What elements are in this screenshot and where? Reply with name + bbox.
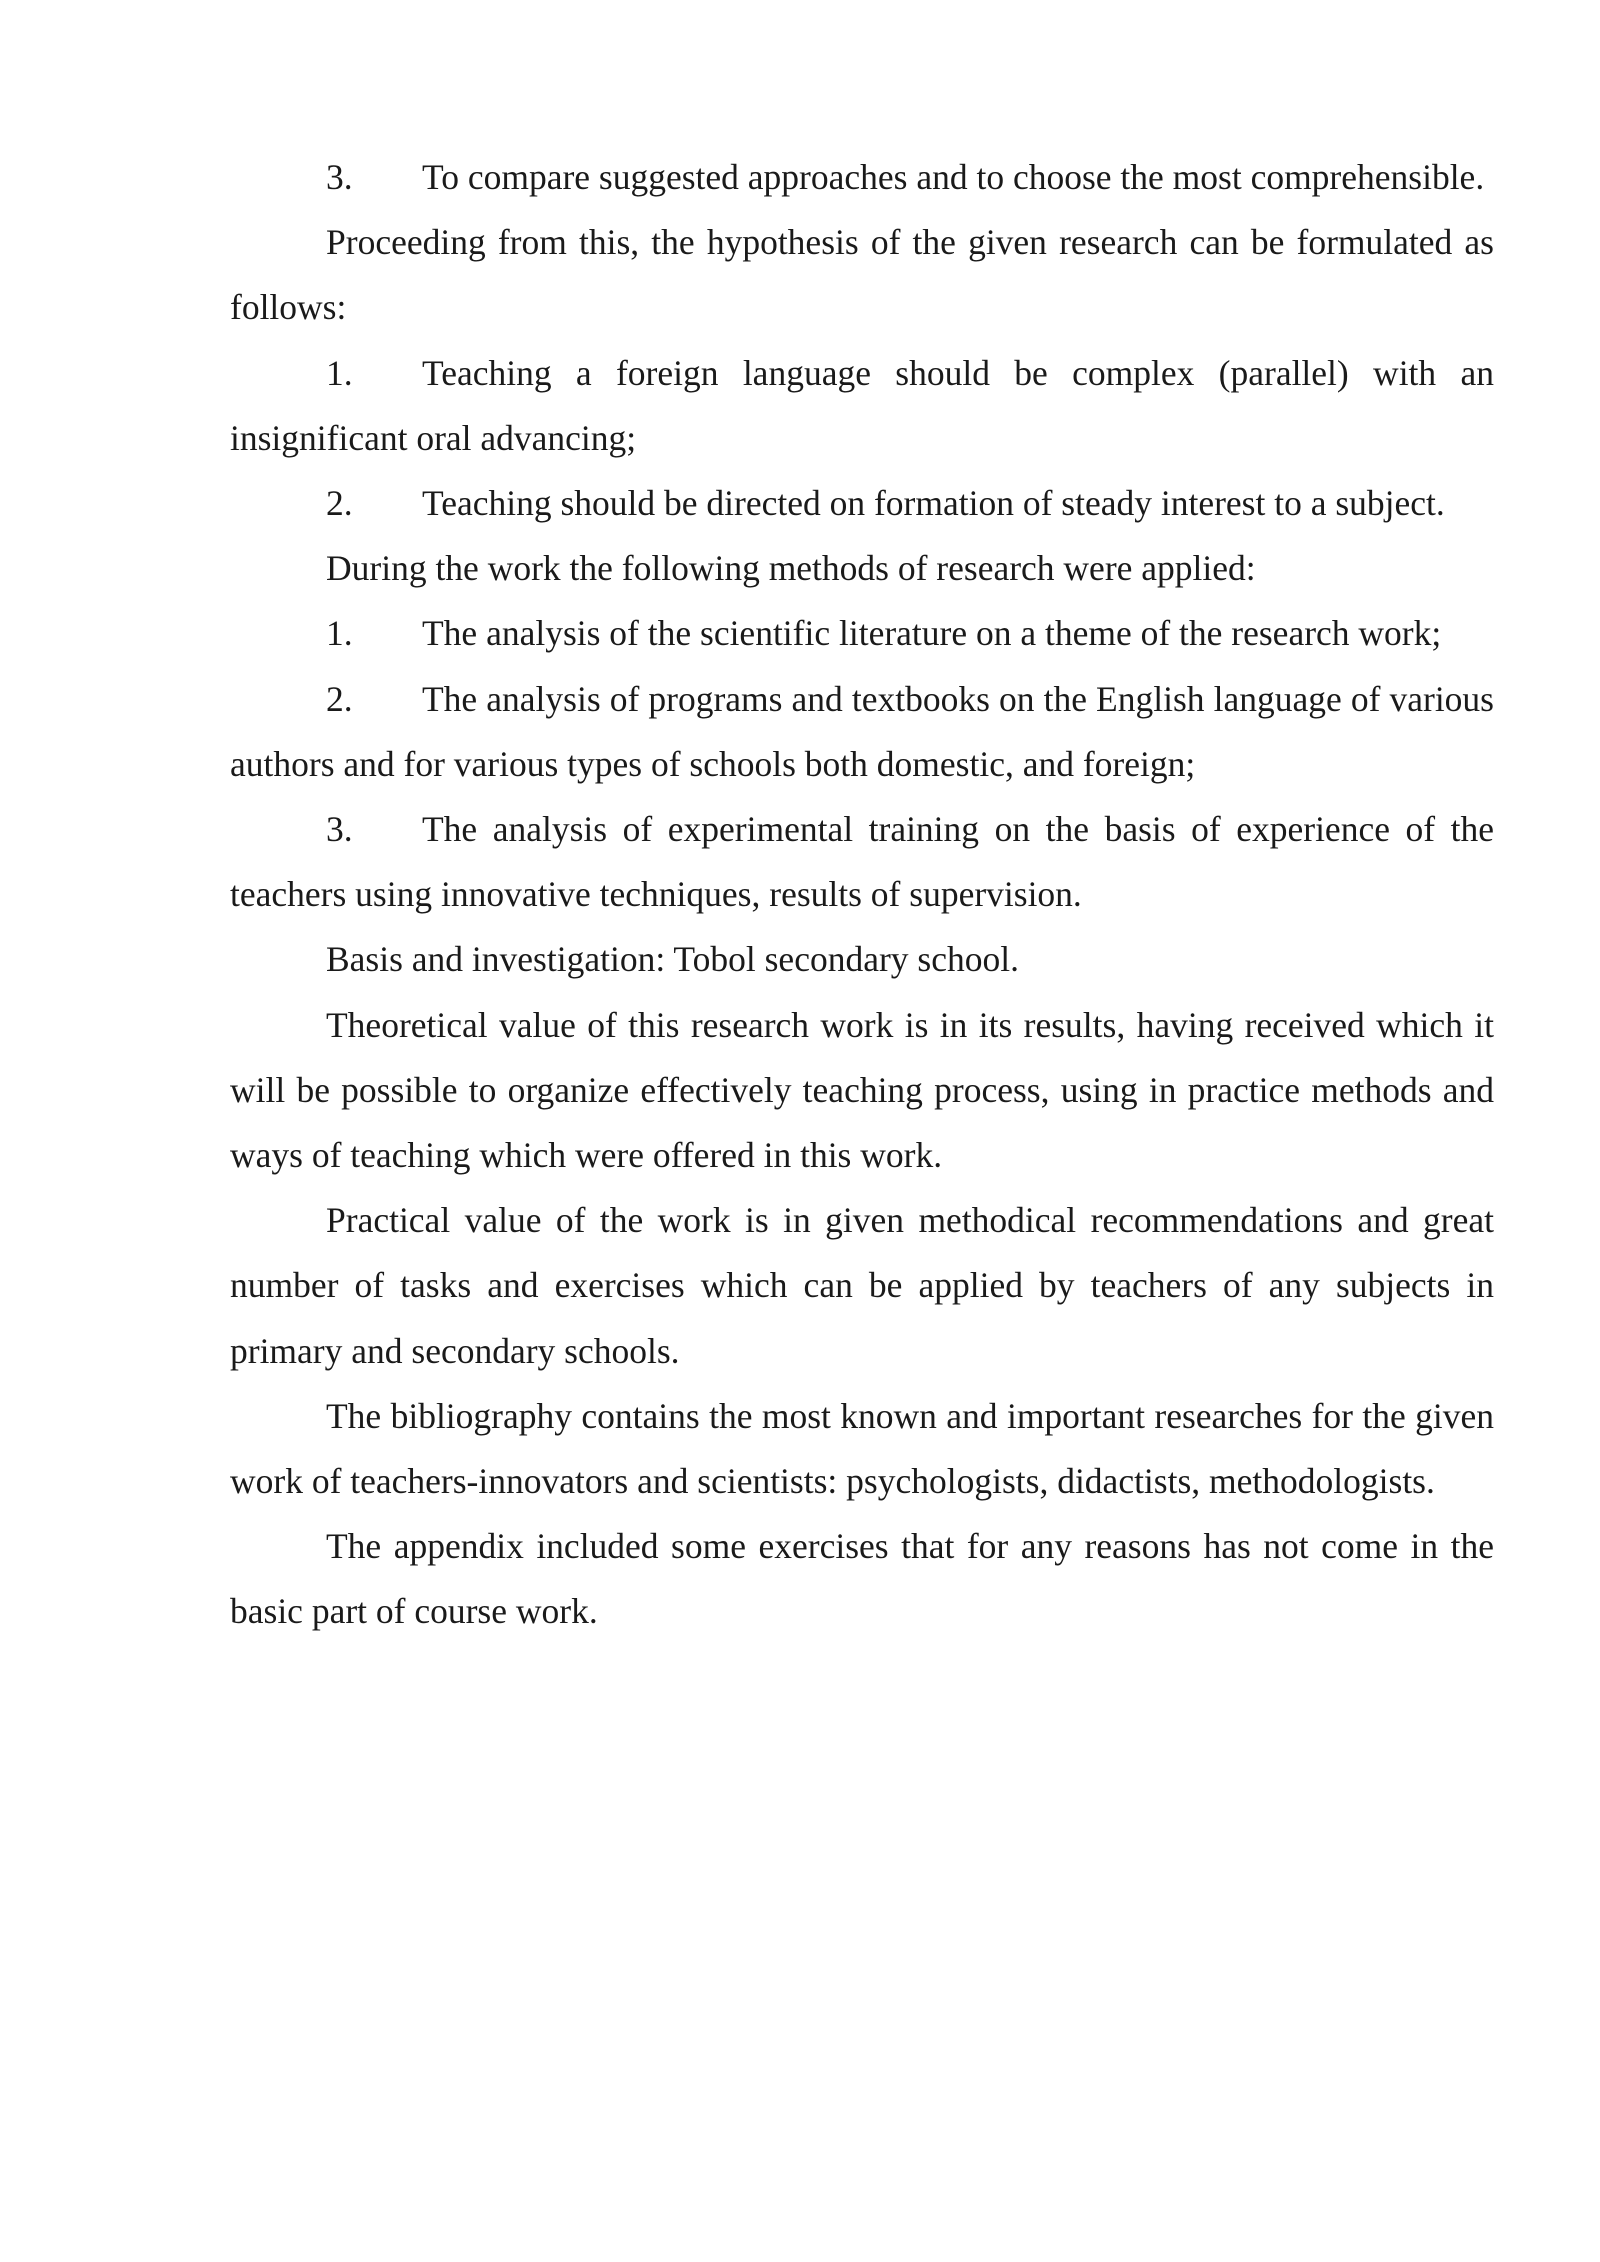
list-number: 2. bbox=[326, 483, 353, 524]
list-item-text: To compare suggested approaches and to choose the most comprehensible. bbox=[422, 157, 1485, 197]
bibliography-paragraph: The bibliography contains the most known and important researches for the given work of teachers-innovators and scientists: psychologists, didactists, methodologists. bbox=[230, 1395, 1494, 1502]
methods-intro: During the work the following methods of research were applied: bbox=[326, 548, 1256, 589]
basis-paragraph: Basis and investigation: Tobol secondary school. bbox=[326, 939, 1019, 980]
theoretical-value-paragraph: Theoretical value of this research work is in its results, having received which it will be possible to organize effectively teaching process, using in practice methods and ways of teaching which were offered in this work. bbox=[230, 1004, 1494, 1176]
list-number: 1. bbox=[326, 352, 353, 393]
practical-value-paragraph: Practical value of the work is in given methodical recommendations and great number of tasks and exercises which can be applied by teachers of any subjects in primary and secondary schools. bbox=[230, 1200, 1494, 1371]
method-item-1 bbox=[230, 601, 1494, 666]
method-item-2 bbox=[230, 667, 1494, 797]
objective-item-3 bbox=[230, 145, 1494, 210]
hypothesis-item-1 bbox=[230, 341, 1494, 471]
list-number: 3. bbox=[326, 809, 353, 850]
list-number: 2. bbox=[326, 678, 353, 719]
list-number: 1. bbox=[326, 613, 353, 654]
list-item-text: The analysis of experimental training on the basis of experience of the teachers using innovative techniques, results of supervision. bbox=[230, 809, 1494, 915]
list-item-text: The analysis of programs and textbooks on the English language of various authors and for various types of schools both domestic, and foreign; bbox=[230, 678, 1494, 784]
document-body bbox=[230, 145, 1494, 1645]
hypothesis-item-2 bbox=[230, 471, 1494, 536]
list-item-text: The analysis of the scientific literature on a theme of the research work; bbox=[422, 613, 1442, 654]
hypothesis-intro: Proceeding from this, the hypothesis of the given research can be formulated as follows: bbox=[230, 222, 1494, 328]
list-number: 3. bbox=[326, 157, 353, 197]
list-item-text: Teaching a foreign language should be complex (parallel) with an insignificant oral advancing; bbox=[230, 352, 1494, 458]
method-item-3 bbox=[230, 797, 1494, 927]
list-item-text: Teaching should be directed on formation of steady interest to a subject. bbox=[422, 483, 1445, 524]
appendix-paragraph: The appendix included some exercises that for any reasons has not come in the basic part of course work. bbox=[230, 1526, 1494, 1632]
